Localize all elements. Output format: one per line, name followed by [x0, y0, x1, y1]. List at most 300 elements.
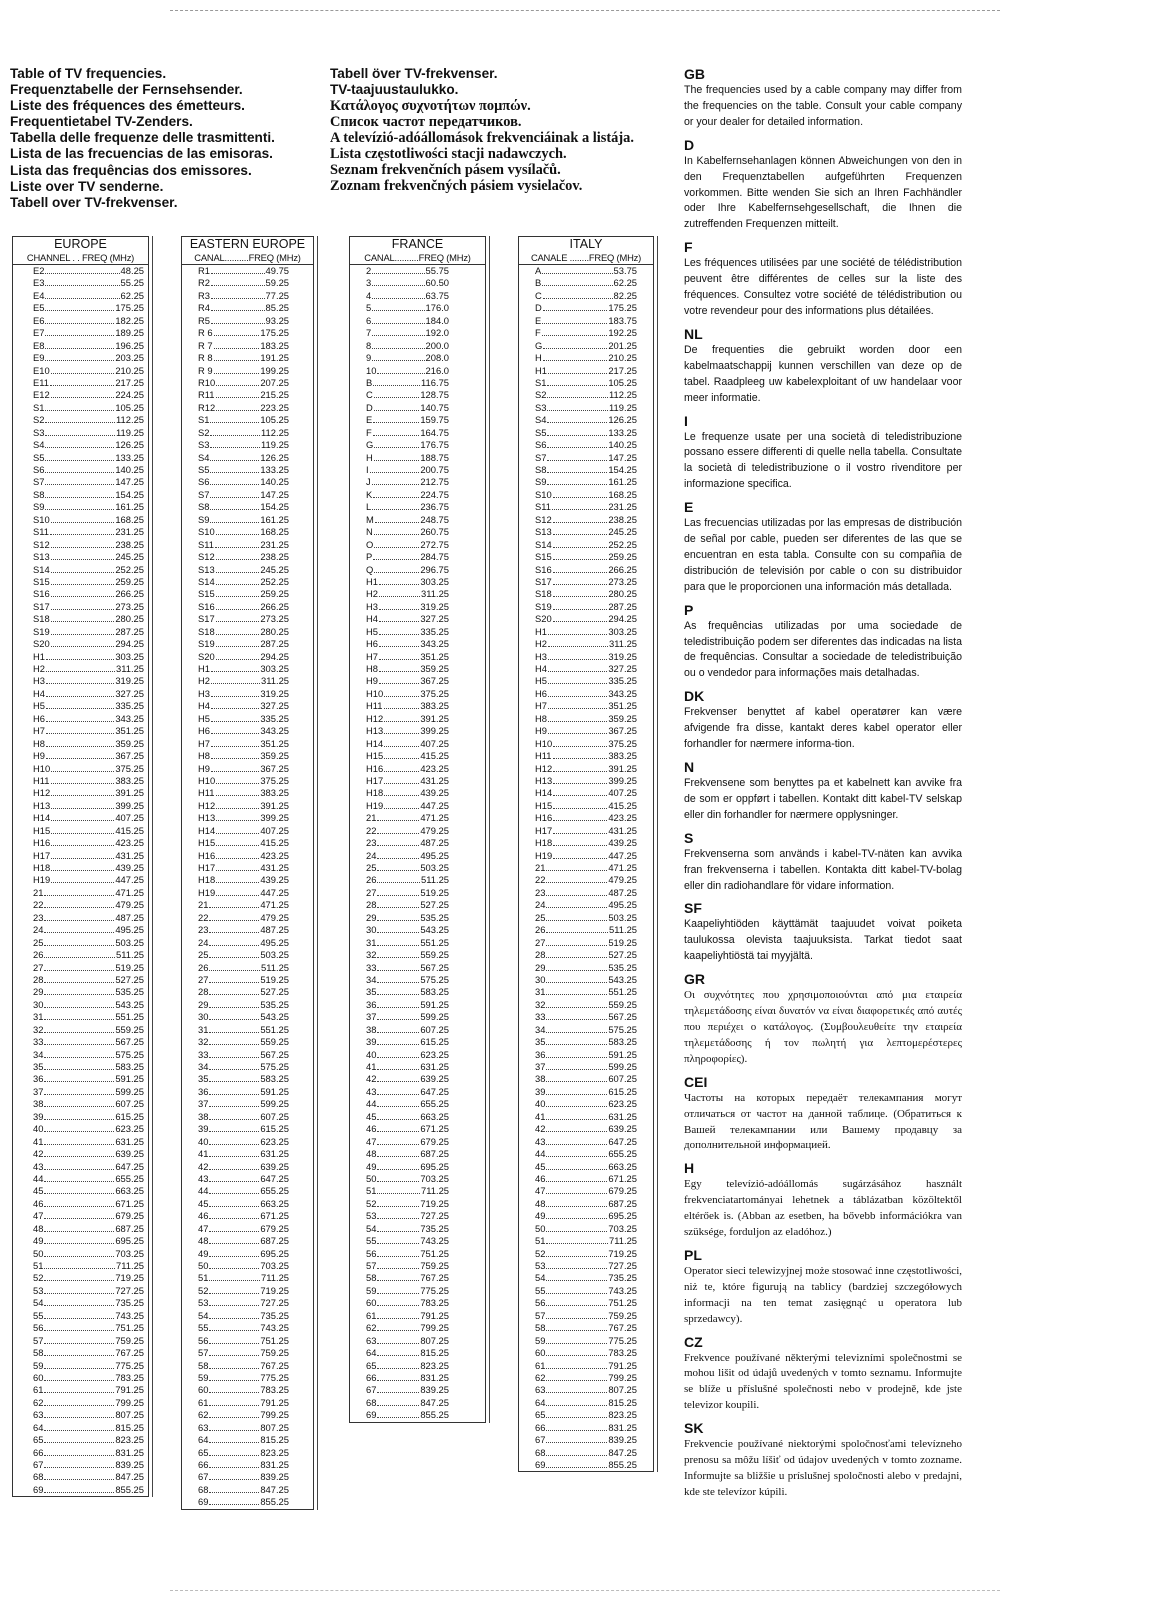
frequency-cell: 583.25 — [608, 1036, 637, 1048]
dot-leader — [384, 721, 419, 722]
dot-leader — [209, 1144, 259, 1145]
channel-cell: 49 — [535, 1210, 546, 1222]
table-title: FRANCE — [391, 237, 444, 251]
table-row — [198, 1136, 289, 1148]
table-row — [366, 1136, 449, 1148]
dot-leader — [44, 1156, 114, 1157]
table-row — [198, 1173, 289, 1185]
channel-cell: 47 — [33, 1210, 44, 1222]
table-row — [535, 564, 637, 576]
dot-leader — [210, 422, 259, 423]
dot-leader — [209, 1368, 259, 1369]
table-row — [198, 1185, 289, 1197]
channel-cell: H18 — [535, 837, 553, 849]
frequency-cell: 431.25 — [420, 774, 449, 786]
channel-cell: 52 — [198, 1284, 209, 1296]
frequency-cell: 671.25 — [260, 1210, 289, 1222]
dot-leader — [51, 820, 114, 821]
note-f — [684, 239, 962, 320]
channel-cell: H17 — [535, 824, 553, 836]
dot-leader — [377, 1218, 419, 1219]
dot-leader — [553, 820, 607, 821]
table-row — [33, 638, 144, 650]
title-list-middle — [330, 66, 498, 98]
table-row — [366, 700, 449, 712]
dot-leader — [377, 373, 424, 374]
dot-leader — [372, 273, 424, 274]
frequency-cell: 447.25 — [115, 874, 144, 886]
frequency-cell: 559.25 — [608, 998, 637, 1010]
frequency-cell: 727.25 — [608, 1260, 637, 1271]
frequency-cell: 679.25 — [608, 1185, 637, 1197]
table-row — [535, 937, 637, 949]
dot-leader — [546, 1405, 607, 1406]
dot-leader — [377, 1169, 419, 1170]
dot-leader — [211, 721, 259, 722]
channel-cell: 29 — [33, 986, 44, 998]
table-row — [366, 750, 449, 762]
dot-leader — [51, 572, 115, 573]
channel-cell: 34 — [535, 1023, 546, 1035]
dot-leader — [379, 596, 420, 597]
table-row — [33, 800, 144, 812]
table-row — [198, 1322, 289, 1334]
dot-leader — [553, 522, 608, 523]
frequency-cell: 147.25 — [260, 488, 289, 500]
note-text: Kaapeliyhtiöden käyttämät taajuudet voivat poiketa taulukossa olevista taajuuksista. Tarkat tiedot saat kaapeliyhtiöstä tai myyjältä. — [684, 918, 962, 963]
channel-cell: H8 — [535, 712, 547, 724]
dot-leader — [45, 335, 114, 336]
dot-leader — [377, 1231, 419, 1232]
table-row — [366, 949, 449, 961]
table-row — [198, 588, 289, 600]
table-row — [198, 476, 289, 488]
channel-cell: 69 — [33, 1483, 44, 1495]
dot-leader — [45, 509, 114, 510]
dot-leader — [372, 484, 420, 485]
frequency-cell: 695.25 — [420, 1160, 449, 1172]
frequency-cell: 161.25 — [608, 476, 637, 488]
frequency-cell: 583.25 — [260, 1073, 289, 1085]
channel-cell: R11 — [198, 389, 215, 401]
table-row — [198, 1223, 289, 1235]
dot-leader — [51, 584, 115, 585]
table-row — [198, 1372, 289, 1384]
frequency-cell: 623.25 — [260, 1135, 289, 1147]
frequency-cell: 407.25 — [260, 824, 289, 836]
channel-cell: 25 — [33, 936, 44, 948]
dot-leader — [46, 758, 114, 759]
frequency-cell: 831.25 — [608, 1421, 637, 1433]
dot-leader — [546, 1007, 607, 1008]
channel-cell: 22 — [366, 824, 377, 836]
dot-leader — [209, 1156, 259, 1157]
dot-leader — [209, 920, 259, 921]
channel-cell: 62 — [366, 1322, 377, 1334]
dot-leader — [546, 1268, 607, 1269]
frequency-cell: 799.25 — [608, 1371, 637, 1383]
table-row — [535, 439, 637, 451]
channel-cell: 44 — [535, 1148, 546, 1160]
frequency-cell: 631.25 — [115, 1135, 144, 1147]
dot-leader — [546, 1455, 607, 1456]
channel-cell: H5 — [198, 712, 210, 724]
dot-leader — [377, 882, 420, 883]
table-row — [198, 402, 289, 414]
table-row — [198, 874, 289, 886]
frequency-cell: 743.25 — [420, 1235, 449, 1247]
dot-leader — [45, 472, 114, 473]
table-row — [198, 675, 289, 687]
dot-leader — [210, 509, 259, 510]
dot-leader — [546, 1430, 607, 1431]
dot-leader — [44, 1081, 114, 1082]
table-row — [535, 1123, 637, 1135]
table-row — [198, 651, 289, 663]
table-row — [198, 1260, 289, 1272]
table-row — [33, 1384, 144, 1396]
frequency-cell: 823.25 — [608, 1409, 637, 1421]
table-row — [535, 389, 637, 401]
dot-leader — [45, 497, 114, 498]
table-row — [198, 949, 289, 961]
frequency-cell: 615.25 — [420, 1036, 449, 1048]
frequency-cell: 245.25 — [260, 563, 289, 575]
table-row — [198, 1310, 289, 1322]
frequency-cell: 503.25 — [420, 862, 449, 873]
frequency-cell: 519.25 — [420, 886, 449, 898]
channel-cell: L — [366, 501, 372, 513]
frequency-cell: 783.25 — [420, 1297, 449, 1309]
frequency-cell: 695.25 — [115, 1235, 144, 1247]
channel-cell: A — [535, 265, 542, 276]
dot-leader — [546, 1231, 607, 1232]
table-row — [535, 974, 637, 986]
dot-leader — [209, 957, 259, 958]
dot-leader — [209, 1467, 259, 1468]
channel-cell: 34 — [33, 1048, 44, 1060]
channel-cell: 41 — [33, 1135, 44, 1147]
table-row — [535, 1136, 637, 1148]
channel-cell: H10 — [366, 687, 384, 699]
frequency-cell: 583.25 — [420, 986, 449, 998]
frequency-cell: 671.25 — [608, 1172, 637, 1184]
channel-cell: 61 — [366, 1309, 377, 1321]
frequency-cell: 260.75 — [420, 526, 449, 538]
dot-leader — [553, 771, 607, 772]
table-row — [535, 1011, 637, 1023]
dot-leader — [209, 1280, 260, 1281]
frequency-cell: 551.25 — [260, 1023, 289, 1035]
note-text: Οι συχνότητες που χρησιμοποιούνται από μια εταιρεία τηλεμετάδοσης είναι δυνατόν να είναι διαφορετικές από αυτές που περιέχει ο κατάλογος. (Συμβουλευθείτε την εταιρεία τηλεμετάδοσης ή τον πωλητή για λεπτομερέστερες πληροφορίες). — [684, 989, 962, 1065]
dot-leader — [546, 1343, 607, 1344]
frequency-cell: 184.0 — [425, 314, 449, 326]
frequency-cell: 543.25 — [115, 998, 144, 1010]
dot-leader — [546, 1106, 607, 1107]
frequency-cell: 273.25 — [115, 600, 144, 612]
dot-leader — [44, 1019, 114, 1020]
table-row — [366, 924, 449, 936]
frequency-cell: 399.25 — [115, 799, 144, 811]
table-row — [33, 1447, 144, 1459]
table-row — [198, 1347, 289, 1359]
frequency-cell: 495.25 — [420, 849, 449, 861]
table-row — [535, 700, 637, 712]
frequency-cell: 471.25 — [608, 862, 637, 873]
table-row — [535, 850, 637, 862]
dot-leader — [210, 522, 259, 523]
channel-cell: 57 — [33, 1334, 44, 1346]
channel-cell: S14 — [33, 563, 50, 575]
channel-cell: K — [366, 488, 373, 500]
channel-cell: 23 — [33, 911, 44, 923]
dot-leader — [45, 323, 114, 324]
channel-cell: 63 — [535, 1384, 546, 1396]
dot-leader — [209, 1081, 259, 1082]
dot-leader — [51, 609, 115, 610]
frequency-cell: 49.75 — [265, 265, 289, 276]
dot-leader — [216, 534, 260, 535]
table-row — [33, 825, 144, 837]
channel-cell: G — [535, 339, 543, 351]
table-row — [33, 1111, 144, 1123]
channel-cell: H10 — [33, 762, 51, 774]
table-row — [198, 713, 289, 725]
frequency-cell: 719.25 — [420, 1197, 449, 1209]
dot-leader — [216, 845, 259, 846]
dot-leader — [372, 285, 424, 286]
frequency-cell: 847.25 — [608, 1446, 637, 1458]
table-row — [366, 1198, 449, 1210]
table-row — [366, 1073, 449, 1085]
dot-leader — [51, 882, 114, 883]
table-row — [33, 514, 144, 526]
channel-cell: 32 — [198, 1036, 209, 1048]
table-row — [535, 315, 637, 327]
frequency-cell: 175.25 — [260, 327, 289, 339]
table-row — [198, 862, 289, 874]
table-row — [33, 452, 144, 464]
channel-cell: H1 — [535, 625, 547, 637]
channel-cell: 38 — [198, 1110, 209, 1122]
table-row — [198, 315, 289, 327]
table-row — [366, 974, 449, 986]
table-row — [366, 1409, 449, 1421]
frequency-cell: 783.25 — [115, 1371, 144, 1383]
frequency-cell: 367.25 — [115, 750, 144, 762]
channel-cell: H8 — [366, 663, 378, 674]
channel-cell: 10 — [366, 364, 377, 376]
table-row — [33, 1198, 144, 1210]
channel-cell: 29 — [366, 911, 377, 923]
frequency-cell: 839.25 — [115, 1459, 144, 1470]
channel-cell: 30 — [366, 924, 377, 936]
frequency-cell: 415.25 — [115, 824, 144, 836]
frequency-cell: 55.25 — [120, 277, 144, 289]
channel-cell: H10 — [535, 737, 553, 749]
channel-cell: 66 — [535, 1421, 546, 1433]
table-row — [33, 1297, 144, 1309]
channel-cell: 62 — [198, 1409, 209, 1421]
dot-leader — [44, 1318, 114, 1319]
frequency-cell: 62.25 — [120, 289, 144, 301]
channel-cell: E11 — [33, 376, 49, 388]
channel-cell: 51 — [366, 1185, 377, 1197]
channel-cell: 57 — [198, 1347, 209, 1359]
table-row — [198, 1409, 289, 1421]
channel-cell: S16 — [198, 600, 215, 612]
dot-leader — [543, 360, 608, 361]
dot-leader — [377, 1343, 419, 1344]
dot-leader — [44, 1218, 114, 1219]
dot-leader — [51, 621, 115, 622]
channel-cell: E10 — [33, 364, 50, 376]
table-row — [366, 1036, 449, 1048]
table-row — [33, 1260, 144, 1272]
channel-cell: D — [535, 302, 542, 314]
channel-cell: 33 — [198, 1048, 209, 1060]
table-row — [366, 290, 449, 302]
table-row — [33, 1248, 144, 1260]
table-row — [535, 1447, 637, 1459]
table-row — [198, 551, 289, 563]
frequency-cell: 759.25 — [115, 1334, 144, 1346]
channel-cell: E8 — [33, 339, 45, 351]
table-row — [535, 1260, 637, 1272]
channel-cell: 32 — [535, 998, 546, 1010]
dot-leader — [44, 1231, 114, 1232]
frequency-cell: 351.25 — [115, 725, 144, 737]
table-row — [366, 812, 449, 824]
table-row — [366, 1260, 449, 1272]
table-row — [366, 825, 449, 837]
frequency-cell: 807.25 — [608, 1384, 637, 1396]
dot-leader — [377, 994, 419, 995]
frequency-cell: 807.25 — [115, 1409, 144, 1421]
frequency-cell: 311.25 — [261, 675, 289, 687]
frequency-cell: 391.25 — [420, 712, 449, 724]
table-row — [33, 1161, 144, 1173]
note-text: De frequenties die gebruikt worden door een kabelmaatschappij kunnen verschillen van deze op de tabel. Raadpleeg uw kabelexploitant of uw handelaar voor meer informatie. — [684, 343, 962, 404]
table-row — [198, 962, 289, 974]
table-row — [535, 1422, 637, 1434]
dot-leader — [377, 1069, 419, 1070]
frequency-cell: 105.25 — [260, 414, 289, 426]
frequency-cell: 217.25 — [115, 376, 144, 388]
frequency-cell: 359.25 — [260, 750, 289, 762]
frequency-cell: 663.25 — [420, 1110, 449, 1122]
table-row — [535, 750, 637, 762]
dot-leader — [210, 484, 259, 485]
dot-leader — [553, 746, 607, 747]
dot-leader — [542, 273, 612, 274]
frequency-cell: 591.25 — [420, 998, 449, 1010]
channel-cell: 25 — [366, 862, 377, 873]
table-row — [366, 1235, 449, 1247]
table-row — [535, 688, 637, 700]
table-row — [33, 1036, 144, 1048]
frequency-cell: 591.25 — [260, 1085, 289, 1097]
table-row — [366, 389, 449, 401]
dot-leader — [548, 733, 607, 734]
dot-leader — [377, 1368, 419, 1369]
channel-cell: 64 — [535, 1396, 546, 1408]
frequency-cell: 511.25 — [609, 924, 637, 936]
note-language-code: GB — [684, 66, 705, 82]
note-language-code: I — [684, 412, 688, 429]
note-text: Las frecuencias utilizadas por las empresas de distribución de señal por cable, pueden ser diferentes de las que se encuentran en esta tabla. Consulte con su compañia de distribución de televisión por cable o con su distribuidor para que le proporcionen una información más detallada. — [684, 517, 962, 593]
channel-cell: 38 — [535, 1073, 546, 1085]
channel-cell: S10 — [535, 488, 552, 500]
dot-leader — [44, 1492, 114, 1493]
dot-leader — [209, 1392, 259, 1393]
channel-cell: R5 — [198, 314, 210, 326]
channel-cell: 36 — [198, 1085, 209, 1097]
frequency-cell: 807.25 — [260, 1421, 289, 1433]
dot-leader — [216, 584, 260, 585]
channel-cell: H5 — [535, 675, 547, 687]
dot-leader — [546, 1156, 607, 1157]
channel-cell: 22 — [198, 911, 209, 923]
dot-leader — [553, 559, 608, 560]
dot-leader — [546, 1417, 607, 1418]
channel-cell: S17 — [198, 613, 215, 625]
table-row — [366, 501, 449, 513]
channel-cell: H18 — [33, 862, 51, 873]
dot-leader — [377, 1380, 419, 1381]
frequency-cell: 77.25 — [265, 289, 289, 301]
title-line: Tabell över TV-frekvenser. — [330, 66, 498, 81]
channel-cell: 21 — [198, 899, 209, 911]
channel-cell: 65 — [535, 1409, 546, 1421]
title-line: Table of TV frequencies. — [10, 66, 167, 81]
frequency-cell: 511.25 — [421, 874, 449, 886]
frequency-cell: 519.25 — [115, 961, 144, 973]
note-h — [684, 1160, 962, 1241]
table-row — [366, 1024, 449, 1036]
dot-leader — [44, 1206, 114, 1207]
dot-leader — [546, 970, 607, 971]
channel-cell: S16 — [535, 563, 552, 575]
table-row — [366, 626, 449, 638]
table-row — [366, 1335, 449, 1347]
frequency-cell: 161.25 — [115, 501, 144, 513]
frequency-cell: 367.25 — [420, 675, 449, 687]
dot-leader — [548, 671, 607, 672]
frequency-cell: 327.25 — [420, 613, 449, 625]
note-language-code: SK — [684, 1420, 704, 1437]
frequency-cell: 735.25 — [420, 1222, 449, 1234]
channel-cell: 26 — [33, 949, 44, 961]
frequency-cell: 423.25 — [608, 812, 637, 824]
dot-leader — [216, 634, 260, 635]
frequency-cell: 415.25 — [608, 799, 637, 811]
frequency-cell: 839.25 — [420, 1384, 449, 1396]
dot-leader — [374, 547, 419, 548]
note-text: Frekvensene som benyttes pa et kabelnett kan avvike fra de som er oppført i tabellen. Kontakt ditt kabel-TV selskap eller din forhandler for nærmere opplysninger. — [684, 777, 962, 821]
table-row — [535, 1086, 637, 1098]
table-row — [198, 1272, 289, 1284]
dot-leader — [51, 634, 115, 635]
dot-leader — [548, 683, 607, 684]
dot-leader — [216, 783, 259, 784]
dot-leader — [215, 547, 259, 548]
table-row — [366, 738, 449, 750]
channel-cell: 27 — [33, 961, 44, 973]
table-row — [366, 377, 449, 389]
table-row — [198, 1447, 289, 1459]
table-row — [33, 1123, 144, 1135]
